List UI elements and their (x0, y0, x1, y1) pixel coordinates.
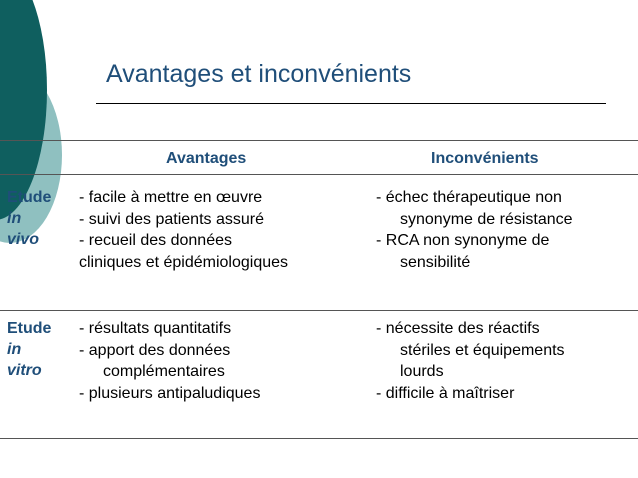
table-bottom-rule (0, 438, 638, 439)
row-label-in-vitro (7, 318, 51, 381)
row-label-line: vitro (7, 362, 42, 379)
list-item: cliniques et épidémiologiques (79, 253, 289, 271)
row-rule (0, 310, 638, 311)
list-item: - facile à mettre en œuvre (79, 189, 263, 206)
list-item: lourds (400, 363, 444, 380)
advantages-in-vitro (79, 318, 260, 404)
header-disadvantages: Inconvénients (431, 150, 539, 167)
disadvantages-in-vitro (376, 318, 565, 404)
header-rule (0, 174, 638, 175)
list-item: - échec thérapeutique non (376, 189, 562, 206)
row-label-line: in (7, 210, 22, 227)
table-top-rule (0, 140, 638, 141)
list-item: sensibilité (400, 253, 471, 271)
list-item: - suivi des patients assuré (79, 210, 264, 228)
list-item: complémentaires (103, 363, 225, 380)
list-item: - difficile à maîtriser (376, 384, 515, 402)
row-label-line: vivo (7, 231, 40, 248)
title-divider (96, 103, 606, 104)
disadvantages-in-vivo (376, 187, 573, 273)
page-title: Avantages et inconvénients (106, 60, 412, 88)
list-item: - apport des données (79, 341, 231, 359)
advantages-in-vivo (79, 187, 288, 273)
list-item: synonyme de résistance (400, 210, 573, 228)
row-label-line: Etude (7, 189, 52, 206)
list-item: - résultats quantitatifs (79, 320, 232, 337)
list-item: - RCA non synonyme de (376, 232, 550, 249)
header-advantages: Avantages (166, 150, 247, 167)
list-item: - nécessite des réactifs (376, 320, 540, 337)
row-label-line: in (7, 341, 22, 358)
list-item: - plusieurs antipaludiques (79, 384, 261, 402)
list-item: stériles et équipements (400, 341, 565, 359)
row-label-in-vivo (7, 187, 51, 250)
list-item: - recueil des données (79, 232, 232, 249)
row-label-line: Etude (7, 320, 52, 337)
